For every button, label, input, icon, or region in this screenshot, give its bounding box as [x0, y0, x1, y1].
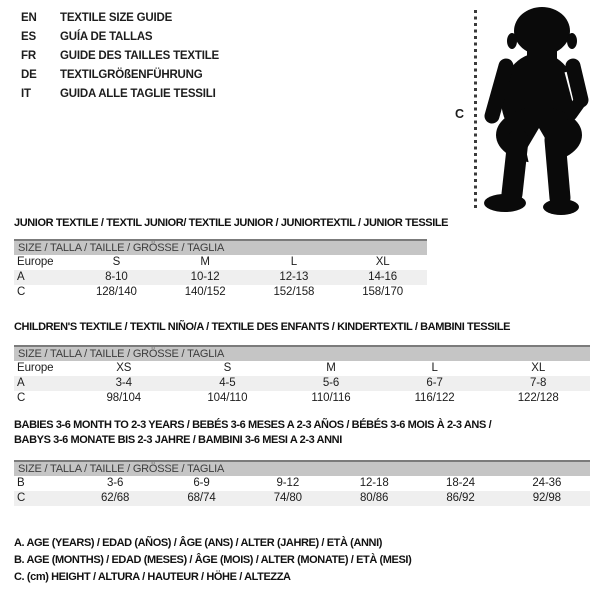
table-cell: 110/116 — [311, 392, 351, 404]
table-title: BABYS 3-6 MONATE BIS 2-3 JAHRE / BAMBINI 3-6 MESI A 2-3 ANNI — [14, 434, 342, 446]
table-cell: S — [112, 256, 121, 268]
table-cell: L — [431, 362, 438, 374]
table-cell: 86/92 — [446, 492, 475, 504]
table-cell: 8-10 — [105, 271, 128, 283]
language-row — [21, 28, 219, 47]
language-code: DE — [21, 69, 37, 81]
height-label-c: C — [455, 107, 465, 121]
legend-line: C. (cm) HEIGHT / ALTURA / HAUTEUR / HÖHE / ALTEZZA — [14, 571, 291, 583]
table-row — [14, 285, 427, 300]
table-cell: 140/152 — [184, 286, 226, 298]
table-cell: S — [223, 362, 232, 374]
language-title: TEXTILGRÖßENFÜHRUNG — [60, 69, 203, 81]
table-cell: 10-12 — [190, 271, 220, 283]
legend-line: A. AGE (YEARS) / EDAD (AÑOS) / ÂGE (ANS) / ALTER (JAHRE) / ETÀ (ANNI) — [14, 537, 382, 549]
table-cell: 12-18 — [359, 477, 389, 489]
language-row — [21, 9, 219, 28]
table-cell: 14-16 — [368, 271, 398, 283]
height-dashed-line — [474, 10, 477, 208]
row-label: A — [17, 377, 25, 389]
language-code: ES — [21, 31, 36, 43]
table-cell: L — [290, 256, 298, 268]
table-title: JUNIOR TEXTILE / TEXTIL JUNIOR/ TEXTILE JUNIOR / JUNIORTEXTIL / JUNIOR TESSILE — [14, 217, 449, 229]
table-cell: 98/104 — [106, 392, 142, 404]
language-row — [21, 47, 219, 66]
language-title: TEXTILE SIZE GUIDE — [60, 12, 173, 24]
size-header-bar: SIZE / TALLA / TAILLE / GRÖSSE / TAGLIA — [14, 460, 590, 476]
language-row — [21, 66, 219, 85]
table-cell: 158/170 — [362, 286, 404, 298]
table-cell: 18-24 — [446, 477, 475, 489]
table-cell: 9-12 — [276, 477, 300, 489]
table-cell: 7-8 — [530, 377, 547, 389]
language-title: GUIDE DES TAILLES TEXTILE — [60, 50, 219, 62]
table-cell: 122/128 — [517, 392, 559, 404]
table-cell: M — [326, 362, 336, 374]
table-cell: 6-9 — [193, 477, 210, 489]
row-label: Europe — [17, 362, 54, 374]
row-label: C — [17, 492, 26, 504]
table-cell: 128/140 — [95, 286, 137, 298]
table-title: BABIES 3-6 MONTH TO 2-3 YEARS / BEBÉS 3-6 MESES A 2-3 AÑOS / BÉBÉS 3-6 MOIS À 2-3 ANS / — [14, 419, 492, 431]
table-cell: 80/86 — [360, 492, 389, 504]
table-row — [14, 476, 590, 491]
junior-textile-table — [14, 216, 449, 300]
table-row — [14, 391, 590, 406]
table-cell: XS — [116, 362, 132, 374]
table-cell: 74/80 — [273, 492, 302, 504]
table-cell: 92/98 — [532, 492, 561, 504]
language-row — [21, 85, 219, 104]
size-header-bar: SIZE / TALLA / TAILLE / GRÖSSE / TAGLIA — [14, 239, 427, 255]
table-cell: XL — [531, 362, 546, 374]
table-cell: 152/158 — [273, 286, 315, 298]
table-cell: 12-13 — [279, 271, 309, 283]
language-code: IT — [21, 88, 31, 100]
language-code: EN — [21, 12, 37, 24]
language-title: GUÍA DE TALLAS — [60, 31, 153, 43]
table-cell: 68/74 — [187, 492, 216, 504]
table-cell: 6-7 — [426, 377, 443, 389]
table-title: CHILDREN'S TEXTILE / TEXTIL NIÑO/A / TEXTILE DES ENFANTS / KINDERTEXTIL / BAMBINI TESSILE — [14, 321, 511, 333]
table-cell: 104/110 — [207, 392, 248, 404]
table-cell: 4-5 — [219, 377, 236, 389]
table-cell: 24-36 — [532, 477, 562, 489]
baby-silhouette-icon — [482, 2, 600, 216]
table-row — [14, 491, 590, 506]
legend — [14, 535, 411, 586]
row-label: C — [17, 286, 26, 298]
row-label: B — [17, 477, 25, 489]
table-row — [14, 270, 427, 285]
language-code: FR — [21, 50, 36, 62]
babies-textile-table — [14, 418, 590, 506]
row-label: C — [17, 392, 26, 404]
table-cell: 116/122 — [414, 392, 455, 404]
table-cell: XL — [375, 256, 390, 268]
legend-line: B. AGE (MONTHS) / EDAD (MESES) / ÂGE (MOIS) / ALTER (MONATE) / ETÀ (MESI) — [14, 554, 412, 566]
table-cell: 3-6 — [107, 477, 124, 489]
row-label: A — [17, 271, 25, 283]
size-header-bar: SIZE / TALLA / TAILLE / GRÖSSE / TAGLIA — [14, 345, 590, 361]
table-row — [14, 255, 427, 270]
table-row — [14, 361, 590, 376]
table-cell: 62/68 — [101, 492, 130, 504]
table-cell: 5-6 — [322, 377, 340, 389]
childrens-textile-table — [14, 320, 590, 406]
language-list — [21, 9, 219, 104]
row-label: Europe — [17, 256, 54, 268]
table-cell: M — [200, 256, 210, 268]
table-cell: 3-4 — [115, 377, 132, 389]
table-row — [14, 376, 590, 391]
language-title: GUIDA ALLE TAGLIE TESSILI — [60, 88, 216, 100]
